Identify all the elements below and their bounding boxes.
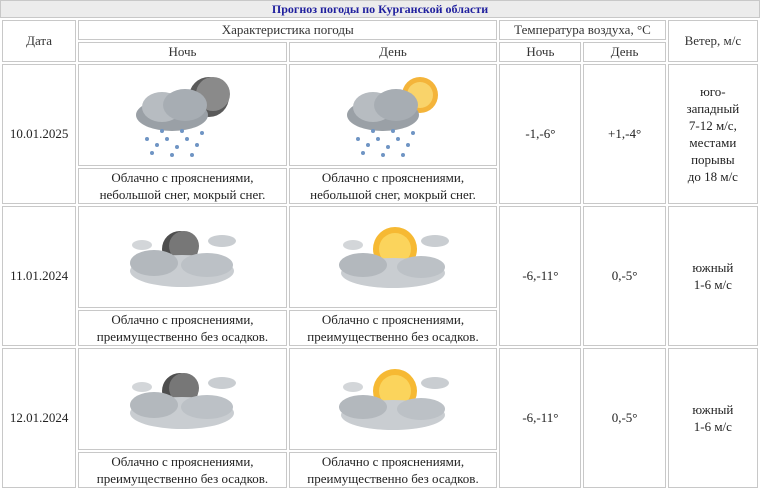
desc-line: Облачно с прояснениями,	[111, 312, 254, 327]
desc-line: Облачно с прояснениями,	[111, 454, 254, 469]
wind-line: западный	[686, 101, 740, 116]
day-icon-cell	[289, 206, 498, 308]
night-icon-cell	[78, 348, 287, 450]
header-temp-day: День	[583, 42, 665, 62]
wind-cell	[668, 64, 758, 204]
wind-line: 1-6 м/с	[693, 419, 732, 434]
desc-line: Облачно с прояснениями,	[111, 170, 254, 185]
header-weather: Характеристика погоды	[78, 20, 497, 40]
day-icon-cell	[289, 64, 498, 166]
night-icon-cell	[78, 206, 287, 308]
date-cell: 12.01.2024	[2, 348, 76, 488]
wind-line: южный	[692, 402, 734, 417]
desc-line: Облачно с прояснениями,	[321, 454, 465, 469]
night-icon-cell	[78, 64, 287, 166]
day-icon-cell	[289, 348, 498, 450]
wind-line: юго-	[700, 84, 726, 99]
wind-cell	[668, 348, 758, 488]
header-wind: Ветер, м/с	[668, 20, 758, 62]
page-title: Прогноз погоды по Курганской области	[0, 0, 760, 18]
cloudy-sun-icon	[323, 209, 463, 305]
desc-line: Облачно с прояснениями,	[321, 312, 465, 327]
table-row	[2, 206, 758, 308]
date-cell: 10.01.2025	[2, 64, 76, 204]
cloudy-snow-moon-icon	[117, 67, 247, 163]
cloudy-moon-icon	[112, 351, 252, 447]
desc-line: преимущественно без осадков.	[96, 329, 269, 344]
table-row	[2, 64, 758, 166]
forecast-table	[0, 18, 760, 490]
desc-line: преимущественно без осадков.	[307, 471, 479, 486]
day-description	[289, 168, 498, 204]
desc-line: преимущественно без осадков.	[96, 471, 269, 486]
date-cell: 11.01.2024	[2, 206, 76, 346]
temp-night-cell: -6,-11°	[499, 348, 581, 488]
cloudy-moon-icon	[112, 209, 252, 305]
night-description	[78, 168, 287, 204]
wind-line: местами	[689, 135, 737, 150]
day-description	[289, 452, 498, 488]
header-temp-night: Ночь	[499, 42, 581, 62]
wind-line: южный	[692, 260, 734, 275]
desc-line: Облачно с прояснениями,	[321, 170, 465, 185]
temp-night-cell: -1,-6°	[499, 64, 581, 204]
header-night: Ночь	[78, 42, 287, 62]
temp-day-cell: 0,-5°	[583, 206, 665, 346]
temp-day-cell: +1,-4°	[583, 64, 665, 204]
temp-day-cell: 0,-5°	[583, 348, 665, 488]
wind-line: 1-6 м/с	[693, 277, 732, 292]
temp-night-cell: -6,-11°	[499, 206, 581, 346]
desc-line: преимущественно без осадков.	[307, 329, 479, 344]
header-date: Дата	[2, 20, 76, 62]
wind-line: 7-12 м/с,	[688, 118, 737, 133]
wind-line: порывы	[691, 152, 735, 167]
table-row	[2, 348, 758, 450]
wind-line: до 18 м/с	[687, 169, 738, 184]
night-description	[78, 310, 287, 346]
wind-cell	[668, 206, 758, 346]
desc-line: небольшой снег, мокрый снег.	[99, 187, 266, 202]
cloudy-snow-sun-icon	[328, 67, 458, 163]
cloudy-sun-icon	[323, 351, 463, 447]
night-description	[78, 452, 287, 488]
day-description	[289, 310, 498, 346]
header-temp: Температура воздуха, °С	[499, 20, 665, 40]
desc-line: небольшой снег, мокрый снег.	[310, 187, 476, 202]
header-day: День	[289, 42, 498, 62]
